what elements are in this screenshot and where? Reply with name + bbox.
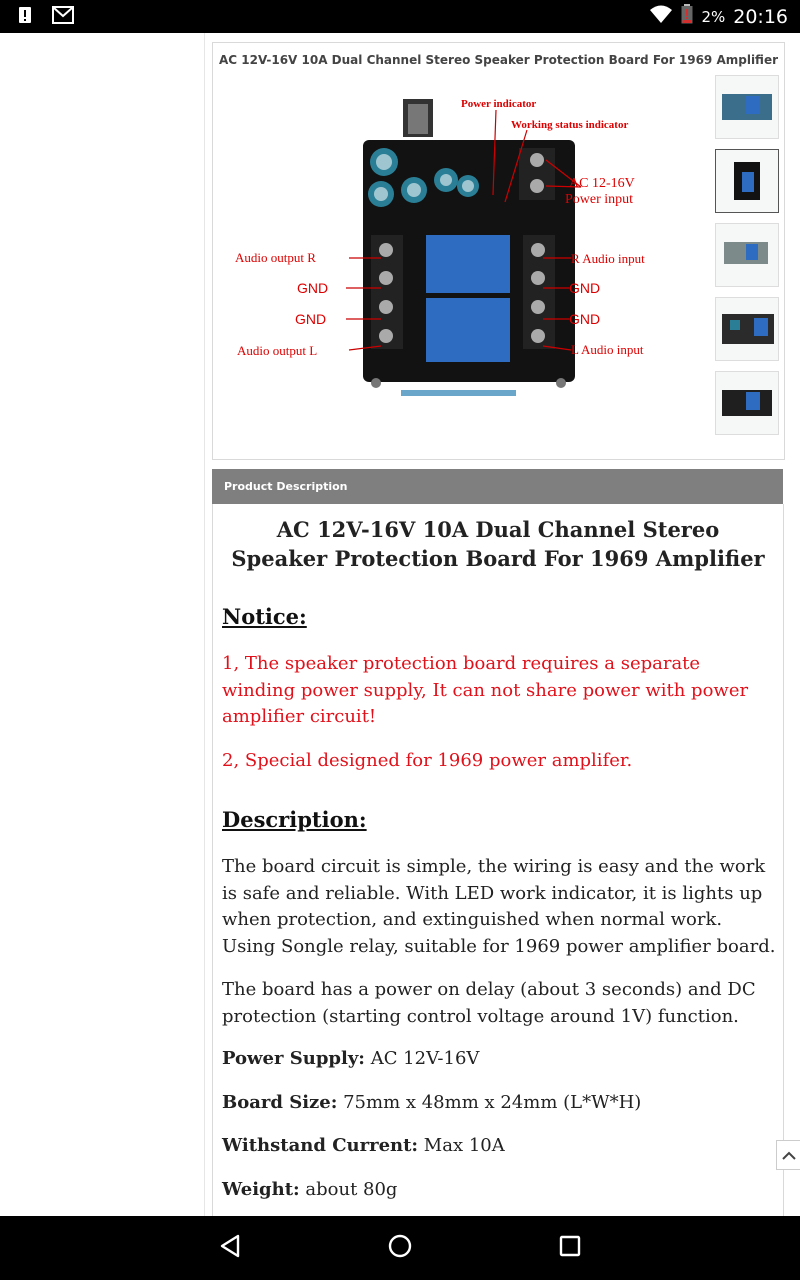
gallery-title: AC 12V-16V 10A Dual Channel Stereo Speaker Protection Board For 1969 Amplifier [218, 53, 779, 67]
navigation-bar [0, 1216, 800, 1280]
battery-low-icon [681, 4, 693, 29]
thumbnail-3[interactable] [715, 223, 779, 287]
spec-label: Power Supply: [222, 1048, 365, 1069]
home-icon [388, 1234, 412, 1262]
thumbnail-2[interactable] [715, 149, 779, 213]
thumbnail-1[interactable] [715, 75, 779, 139]
gmail-icon [52, 6, 74, 28]
product-description-body [212, 504, 784, 1216]
battery-percent: 2% [701, 7, 726, 26]
spec-board-size [222, 1090, 641, 1116]
recents-button[interactable] [552, 1232, 588, 1264]
recents-icon [559, 1235, 581, 1261]
notice-item-2: 2, Special designed for 1969 power amplifer. [222, 750, 633, 771]
label-audio-output-r: Audio output R [235, 250, 316, 265]
label-gnd-left-1: GND [297, 280, 329, 296]
thumbnail-5[interactable] [715, 371, 779, 435]
label-audio-output-l: Audio output L [237, 343, 318, 358]
clock: 20:16 [733, 5, 788, 28]
label-power-input: Power input [565, 192, 634, 207]
left-gutter [0, 33, 205, 1216]
spec-withstand-current [222, 1133, 505, 1159]
spec-power-supply [222, 1046, 479, 1072]
spec-value: Max 10A [418, 1135, 505, 1156]
description-paragraph-1: The board circuit is simple, the wiring is easy and the work is safe and reliable. With LED work indicator, it is lights up when protection, and extinguished when normal work. Using Songle relay, suitable for 1969 power amplifier board. [222, 856, 776, 957]
back-icon [219, 1234, 241, 1262]
spec-label: Withstand Current: [222, 1135, 419, 1156]
scroll-to-top-button[interactable] [776, 1140, 800, 1170]
description-heading: Description: [222, 807, 367, 832]
label-l-audio-input: L Audio input [571, 342, 644, 357]
spec-value: 75mm x 48mm x 24mm (L*W*H) [337, 1092, 642, 1113]
spec-label: Weight: [222, 1179, 300, 1200]
label-power-indicator: Power indicator [461, 98, 537, 110]
notice-item-1: 1, The speaker protection board requires a separate winding power supply, It can not share power with power amplifier circuit! [222, 653, 749, 727]
main-product-image[interactable] [231, 90, 691, 420]
spec-label: Board Size: [222, 1092, 338, 1113]
product-title-line-1: AC 12V-16V 10A Dual Channel Stereo [276, 517, 720, 542]
product-gallery [212, 42, 785, 460]
label-working-status: Working status indicator [511, 119, 629, 131]
back-button[interactable] [212, 1232, 248, 1264]
wifi-icon [649, 4, 673, 29]
status-bar [0, 0, 800, 33]
label-ac-input: AC 12-16V [569, 176, 635, 191]
label-gnd-left-2: GND [295, 311, 327, 327]
description-paragraph-2: The board has a power on delay (about 3 seconds) and DC protection (starting control voltage around 1V) function. [222, 979, 756, 1027]
product-title [213, 515, 783, 573]
notice-heading: Notice: [222, 604, 307, 629]
chevron-up-icon [782, 1146, 796, 1165]
home-button[interactable] [382, 1232, 418, 1264]
spec-weight [222, 1177, 397, 1203]
thumbnail-4[interactable] [715, 297, 779, 361]
label-gnd-right-1: GND [569, 280, 601, 296]
spec-value: AC 12V-16V [364, 1048, 480, 1069]
product-title-line-2: Speaker Protection Board For 1969 Amplifier [231, 546, 765, 571]
spec-value: about 80g [299, 1179, 398, 1200]
product-description-header: Product Description [212, 469, 783, 504]
label-gnd-right-2: GND [569, 311, 601, 327]
label-r-audio-input: R Audio input [571, 251, 645, 266]
notification-alert-icon [18, 6, 32, 28]
